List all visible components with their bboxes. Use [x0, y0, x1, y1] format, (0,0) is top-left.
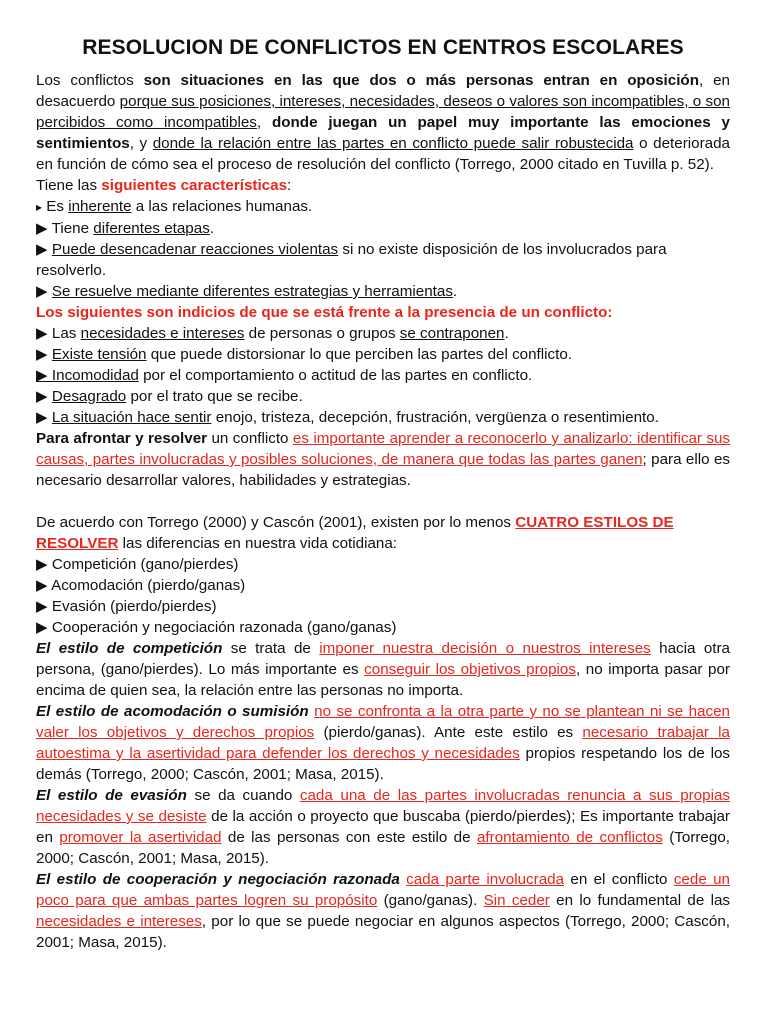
- underlined-text: Se resuelve mediante diferentes estrategias y herramientas: [51, 283, 453, 300]
- text: Tiene: [47, 220, 94, 237]
- bullet-icon: ▶: [36, 241, 48, 258]
- underlined-text: Existe tensión: [51, 346, 147, 363]
- text: Los conflictos: [36, 72, 144, 89]
- list-item: [36, 344, 730, 365]
- text: si no existe disposición de los involucrados para resolverlo.: [36, 241, 667, 279]
- text: Tiene las: [36, 177, 102, 194]
- bullet-icon: ▸: [36, 200, 43, 214]
- list-item: [36, 239, 730, 281]
- underlined-text: Desagrado: [51, 388, 127, 405]
- bullet-icon: ▶: [36, 388, 48, 405]
- underlined-text: necesidades e intereses: [80, 325, 245, 342]
- text: propios respetando los de los demás (Torrego, 2000; Cascón, 2001; Masa, 2015).: [36, 745, 730, 783]
- afrontar-paragraph: [36, 428, 730, 491]
- red-underlined-text: imponer nuestra decisión o nuestros intereses: [319, 640, 651, 657]
- list-item: [36, 407, 730, 428]
- red-bold-underlined-text: CUATRO ESTILOS DE RESOLVER: [36, 514, 674, 552]
- bold-text: son situaciones en las que dos o más personas entran en oposición: [143, 72, 699, 89]
- bullet-icon: ▶: [36, 220, 48, 237]
- bullet-icon: ▶: [36, 409, 48, 426]
- bold-italic-text: El estilo de acomodación o sumisión: [36, 703, 309, 720]
- bullet-icon: ▶: [36, 346, 48, 363]
- text: (gano/ganas).: [377, 892, 484, 909]
- text: Acomodación (pierdo/ganas): [47, 577, 246, 594]
- cooperacion-paragraph: [36, 869, 730, 953]
- red-underlined-text: cada una de las partes involucradas renuncia a sus propias necesidades y se desiste: [36, 787, 731, 825]
- text: De acuerdo con Torrego (2000) y Cascón (2001), existen por lo menos: [36, 514, 516, 531]
- text: que puede distorsionar lo que perciben las partes del conflicto.: [146, 346, 573, 363]
- indicios-heading: Los siguientes son indicios de que se está frente a la presencia de un conflicto:: [36, 304, 613, 321]
- text: :: [287, 177, 292, 194]
- text: .: [452, 283, 458, 300]
- red-underlined-text: conseguir los objetivos propios: [364, 661, 576, 678]
- bold-italic-text: El estilo de cooperación y negociación razonada: [36, 871, 400, 888]
- competicion-paragraph: [36, 638, 730, 701]
- list-item: [36, 323, 730, 344]
- underlined-text: La situación hace sentir: [51, 409, 212, 426]
- red-underlined-text: necesario trabajar la autoestima y la asertividad para defender los derechos y necesidades: [36, 724, 731, 762]
- bold-text: donde juegan un papel muy importante las emociones y sentimientos: [36, 114, 730, 152]
- underlined-text: ▶ Incomodidad: [36, 367, 139, 384]
- underlined-text: donde la relación entre las partes en conflicto puede salir robustecida: [152, 135, 634, 152]
- bullet-icon: ▶: [36, 325, 48, 342]
- bold-italic-text: El estilo de evasión: [36, 787, 187, 804]
- estilos-paragraph: [36, 512, 730, 554]
- bullet-icon: ▶: [36, 598, 48, 615]
- bold-italic-text: El estilo de competición: [36, 640, 223, 657]
- underlined-text: se contraponen: [399, 325, 505, 342]
- text: Competición (gano/pierdes): [47, 556, 239, 573]
- evasion-paragraph: [36, 785, 730, 869]
- text: en el conflicto: [564, 871, 674, 888]
- text: .: [209, 220, 215, 237]
- list-item: [36, 281, 730, 302]
- text: un conflicto: [207, 430, 293, 447]
- text: se trata de: [222, 640, 320, 657]
- underlined-text: Puede desencadenar reacciones violentas: [51, 241, 339, 258]
- bullet-icon: ▶: [36, 619, 48, 636]
- list-item: [36, 575, 730, 596]
- text: .: [504, 325, 509, 342]
- text: se da cuando: [186, 787, 300, 804]
- characteristics-intro: [36, 175, 730, 196]
- text: (Torrego, 2000; Cascón, 2001; Masa, 2015).: [36, 829, 730, 867]
- text: , y: [129, 135, 153, 152]
- spacer: [36, 491, 730, 512]
- red-underlined-text: afrontamiento de conflictos: [476, 829, 663, 846]
- text: , en desacuerdo: [36, 72, 730, 110]
- text: (pierdo/ganas). Ante este estilo es: [314, 724, 583, 741]
- text: de la acción o proyecto que buscaba (pierdo/pierdes); Es importante trabajar en: [36, 808, 730, 846]
- text: de las personas con este estilo de: [221, 829, 477, 846]
- red-underlined-text: cada parte involucrada: [406, 871, 565, 888]
- text: o deteriorada en función de cómo sea el proceso de resolución del conflicto (Torrego, 2000 citado en Tuvilla p. 52).: [36, 135, 730, 173]
- red-bold-text: siguientes características: [101, 177, 288, 194]
- list-item: [36, 218, 730, 239]
- text: a las relaciones humanas.: [131, 198, 313, 215]
- text: Es: [42, 198, 69, 215]
- text: enojo, tristeza, decepción, frustración, vergüenza o resentimiento.: [211, 409, 659, 426]
- text: Cooperación y negociación razonada (gano/ganas): [47, 619, 397, 636]
- intro-paragraph: [36, 70, 730, 175]
- text: por el trato que se recibe.: [126, 388, 303, 405]
- bullet-icon: ▶: [36, 577, 48, 594]
- underlined-text: inherente: [68, 198, 132, 215]
- list-item: [36, 554, 730, 575]
- list-item: [36, 386, 730, 407]
- red-underlined-text: necesidades e intereses: [36, 913, 202, 930]
- text: ; para ello es necesario desarrollar valores, habilidades y estrategias.: [36, 451, 730, 489]
- red-underlined-text: Sin ceder: [483, 892, 550, 909]
- list-item: [36, 196, 730, 218]
- acomodacion-paragraph: [36, 701, 730, 785]
- bold-text: Para afrontar y resolver: [36, 430, 208, 447]
- text: en lo fundamental de las: [549, 892, 730, 909]
- text: por el comportamiento o actitud de las partes en conflicto.: [138, 367, 533, 384]
- red-underlined-text: no se confronta a la otra parte y no se plantean ni se hacen valer los objetivos y derechos propios: [36, 703, 730, 741]
- text: las diferencias en nuestra vida cotidiana:: [118, 535, 398, 552]
- list-item: [36, 617, 730, 638]
- red-underlined-text: cede un poco para que ambas partes logren su propósito: [36, 871, 730, 909]
- red-underlined-text: es importante aprender a reconocerlo y analizarlo: identificar sus causas, partes involucradas y posibles soluciones, de manera que todas las partes ganen: [36, 430, 730, 468]
- underlined-text: porque sus posiciones, intereses, necesidades, deseos o valores son incompatibles, o son percibidos como incompatibles: [36, 93, 731, 131]
- underlined-text: diferentes etapas: [93, 220, 210, 237]
- text: , por lo que se puede negociar en algunos aspectos (Torrego, 2000; Cascón, 2001; Masa, 2015).: [36, 913, 730, 951]
- text: Evasión (pierdo/pierdes): [47, 598, 217, 615]
- text: ,: [256, 114, 272, 131]
- text: Las: [47, 325, 81, 342]
- page-title: RESOLUCION DE CONFLICTOS EN CENTROS ESCOLARES: [82, 36, 684, 59]
- text: de personas o grupos: [244, 325, 400, 342]
- bullet-icon: ▶: [36, 283, 48, 300]
- red-underlined-text: promover la asertividad: [59, 829, 222, 846]
- text: hacia otra persona, (gano/pierdes). Lo más importante es: [36, 640, 731, 678]
- bullet-icon: ▶: [36, 556, 48, 573]
- list-item: [36, 596, 730, 617]
- list-item: [36, 365, 730, 386]
- text: , no importa pasar por encima de quien sea, la relación entre las personas no importa.: [36, 661, 730, 699]
